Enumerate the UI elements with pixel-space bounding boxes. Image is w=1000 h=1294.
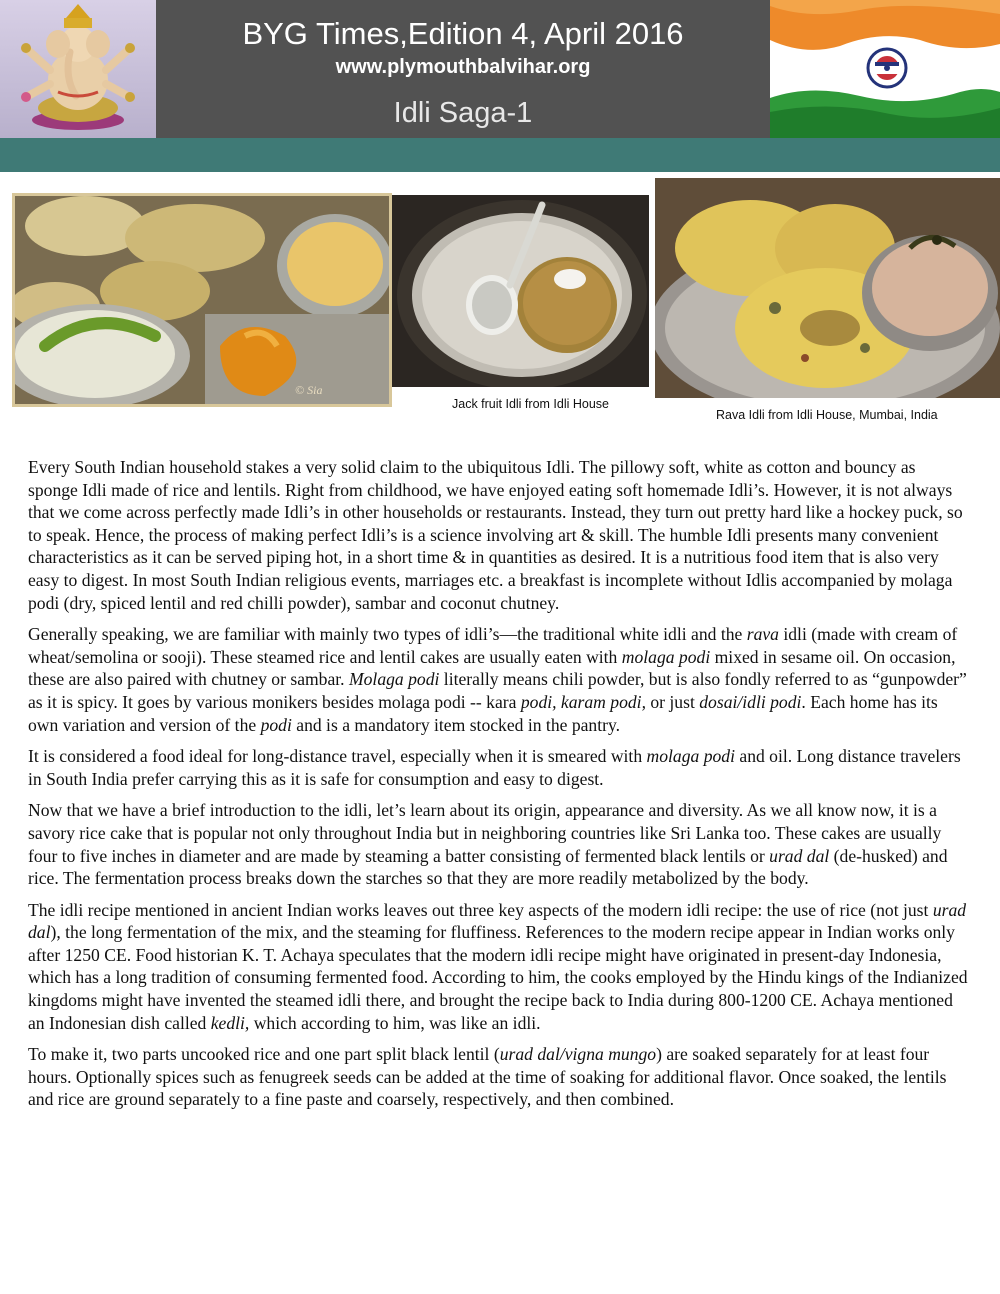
jackfruit-idli-caption: Jack fruit Idli from Idli House	[452, 397, 609, 411]
header-divider-band	[0, 138, 1000, 172]
article-title: Idli Saga-1	[393, 97, 533, 129]
paragraph-history: The idli recipe mentioned in ancient Indian works leaves out three key aspects of the modern idli recipe: the use of rice (not just urad dal), the long fermentation of the mix, and the steaming for fluffiness. References to the modern recipe appear in Indian works only after 1250 CE. Food historian K. T. Achaya speculates that the modern idli recipe might have originated in present-day Indonesia, which has a long tradition of consuming fermented food. According to him, the cooks employed by the Hindu kings of the Indianized kingdoms might have invented the steamed idli there, and brought the recipe back to India during 800-1200 CE. Achaya mentioned an Indonesian dish called kedli, which according to him, was like an idli.	[28, 899, 968, 1033]
paragraph-origin-intro: Now that we have a brief introduction to the idli, let’s learn about its origin, appearance and diversity. As we all know now, it is a savory rice cake that is popular not only throughout India but in neighboring countries like Sri Lanka too. These cakes are usually four to five inches in diameter and are made by steaming a batter consisting of fermented black lentils or urad dal (de-husked) and rice. The fermentation process breaks down the starches so that they are more readily metabolized by the body.	[28, 800, 948, 889]
ganesha-image	[0, 0, 156, 138]
jackfruit-idli-photo	[392, 195, 649, 387]
ganesha-illustration	[0, 0, 156, 138]
rava-idli-photo	[655, 178, 1000, 398]
idli-chutney-illustration	[15, 196, 389, 404]
idli-chutney-photo	[12, 193, 392, 407]
flag-illustration	[770, 0, 1000, 138]
india-flag-image	[770, 0, 1000, 138]
paragraph-travel: It is considered a food ideal for long-distance travel, especially when it is smeared with molaga podi and oil. Long distance travelers in South India prefer carrying this as it is safe for consumption and easy to digest.	[28, 746, 961, 789]
title-panel	[156, 0, 770, 138]
paragraph-intro: Every South Indian household stakes a very solid claim to the ubiquitous Idli. The pillowy soft, white as cotton and bouncy as sponge Idli made of rice and lentils. Right from childhood, we have enjoyed eating soft homemade Idli’s. However, it is not always that we come across perfectly made Idli’s in other households or restaurants. Instead, they turn out pretty hard like a hockey puck, so to speak. Hence, the process of making perfect Idli’s is a science involving art & skill. The humble Idli presents many convenient characteristics as it can be served piping hot, in a short time & in quantities as desired. It is a nutritious food item that is also very easy to digest. In most South Indian religious events, marriages etc. a breakfast is incomplete without Idlis accompanied by molaga podi (dry, spiced lentil and red chilli powder), sambar and coconut chutney.	[28, 457, 963, 613]
photo-watermark: © Sia	[295, 383, 323, 397]
rava-idli-illustration	[655, 178, 1000, 398]
newsletter-title: BYG Times,Edition 4, April 2016	[242, 16, 684, 51]
paragraph-types: Generally speaking, we are familiar with mainly two types of idli’s—the traditional white idli and the rava idli (made with cream of wheat/semolina or sooji). These steamed rice and lentil cakes are usually eaten with molaga podi mixed in sesame oil. On occasion, these are also paired with chutney or sambar. Molaga podi literally means chili powder, but is also fondly referred to as “gunpowder” as it is spicy. It goes by various monikers besides molaga podi -- kara podi, karam podi, or just dosai/idli podi. Each home has its own variation and version of the podi and is a mandatory item stocked in the pantry.	[28, 624, 967, 735]
website-url[interactable]: www.plymouthbalvihar.org	[335, 56, 591, 78]
article-body	[28, 456, 968, 1120]
masthead	[0, 0, 1000, 172]
jackfruit-idli-illustration	[392, 195, 649, 387]
rava-idli-caption: Rava Idli from Idli House, Mumbai, India	[716, 408, 938, 422]
paragraph-recipe: To make it, two parts uncooked rice and one part split black lentil (urad dal/vigna mungo) are soaked separately for at least four hours. Optionally spices such as fenugreek seeds can be added at the time of soaking for additional flavor. Once soaked, the lentils and rice are ground separately to a fine paste and coarsely, respectively, and then combined.	[28, 1044, 947, 1110]
